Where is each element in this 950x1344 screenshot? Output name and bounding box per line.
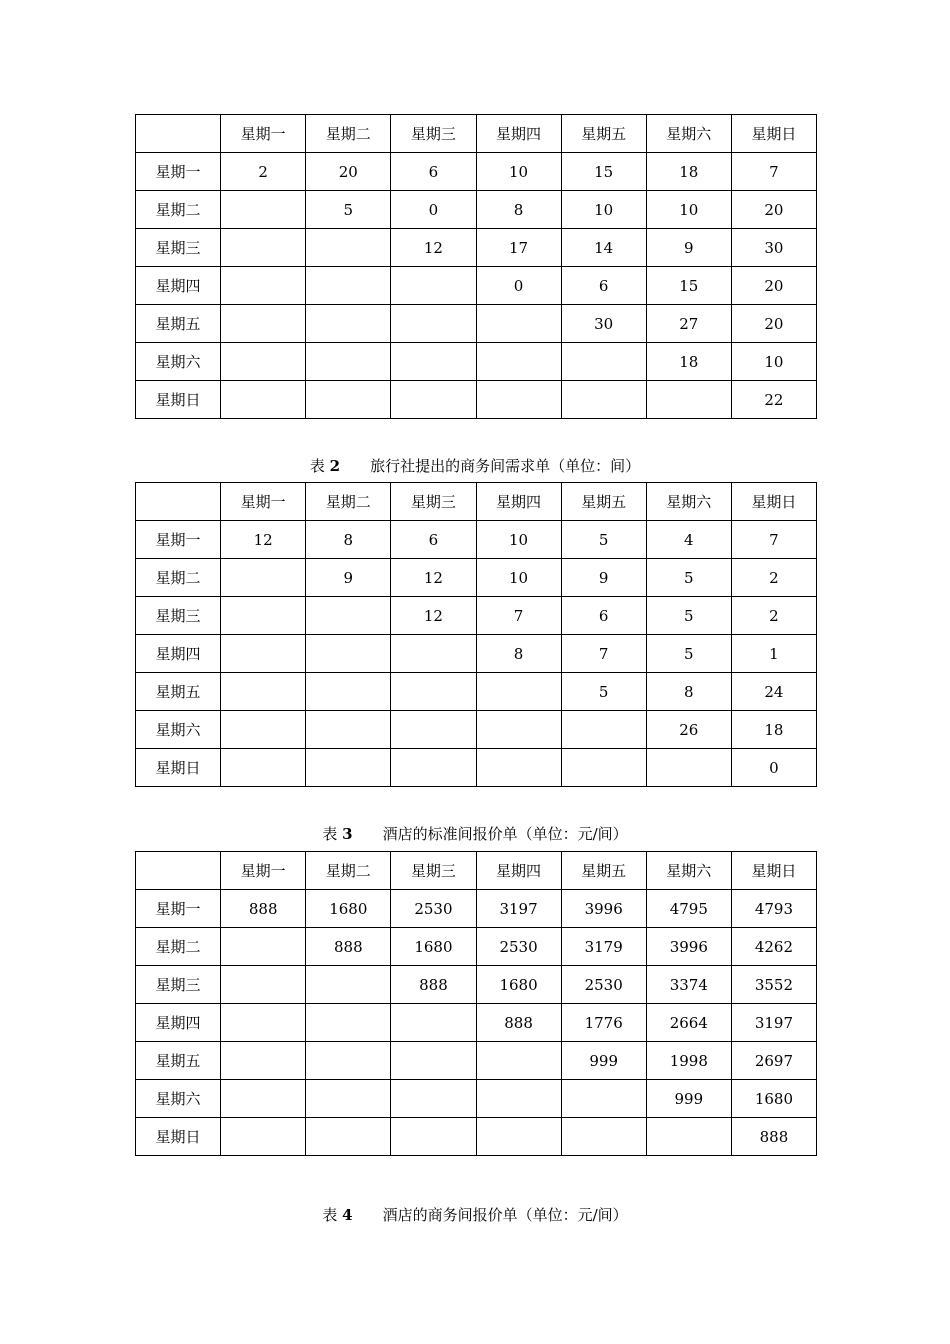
- table-cell: 12: [391, 559, 476, 597]
- column-header: 星期三: [391, 115, 476, 153]
- table-cell: [306, 1004, 391, 1042]
- table-cell: [221, 597, 306, 635]
- caption-number: 4: [342, 1206, 353, 1224]
- table-cell: 18: [646, 343, 731, 381]
- table-cell: [646, 749, 731, 787]
- table-cell: [306, 1080, 391, 1118]
- table-row: [136, 749, 817, 787]
- table-cell: [561, 711, 646, 749]
- table-row: [136, 1080, 817, 1118]
- table-cell: [561, 1080, 646, 1118]
- table-cell: 4: [646, 521, 731, 559]
- table-cell: 0: [476, 267, 561, 305]
- column-header: 星期日: [731, 115, 816, 153]
- table-row: [136, 1004, 817, 1042]
- row-header: 星期三: [136, 229, 221, 267]
- table-cell: [221, 749, 306, 787]
- table-cell: [221, 381, 306, 419]
- row-header: 星期三: [136, 597, 221, 635]
- table-cell: 7: [476, 597, 561, 635]
- table-cell: [306, 267, 391, 305]
- row-header: 星期日: [136, 749, 221, 787]
- table-cell: 3374: [646, 966, 731, 1004]
- table-cell: 3197: [476, 890, 561, 928]
- table-row: [136, 267, 817, 305]
- table-cell: 1998: [646, 1042, 731, 1080]
- table-cell: [306, 343, 391, 381]
- table-row: [136, 890, 817, 928]
- table-cell: [476, 305, 561, 343]
- table-cell: 4262: [731, 928, 816, 966]
- caption-prefix: 表: [309, 457, 325, 475]
- table-cell: 1: [731, 635, 816, 673]
- table-cell: 3197: [731, 1004, 816, 1042]
- table-cell: 15: [561, 153, 646, 191]
- table-cell: [391, 1042, 476, 1080]
- column-header: 星期五: [561, 483, 646, 521]
- table-cell: 8: [646, 673, 731, 711]
- table-2-caption: [0, 455, 950, 476]
- table-cell: [391, 673, 476, 711]
- column-header: 星期二: [306, 483, 391, 521]
- table-row: [136, 966, 817, 1004]
- column-header: 星期三: [391, 483, 476, 521]
- table-cell: 10: [476, 559, 561, 597]
- table-cell: 9: [306, 559, 391, 597]
- table-cell: [391, 305, 476, 343]
- table-cell: [221, 1118, 306, 1156]
- table-cell: 15: [646, 267, 731, 305]
- table-cell: [391, 267, 476, 305]
- table-cell: [221, 229, 306, 267]
- table-cell: [561, 381, 646, 419]
- table-cell: [646, 1118, 731, 1156]
- table-cell: [221, 966, 306, 1004]
- table-cell: 888: [391, 966, 476, 1004]
- column-header: 星期二: [306, 115, 391, 153]
- table-cell: 888: [306, 928, 391, 966]
- table-cell: 7: [731, 153, 816, 191]
- table-2: [135, 482, 817, 787]
- caption-text: 酒店的商务间报价单（单位：元/间）: [382, 1206, 628, 1224]
- table-cell: 5: [646, 559, 731, 597]
- column-header: 星期日: [731, 852, 816, 890]
- column-header: 星期一: [221, 483, 306, 521]
- table-cell: 3996: [561, 890, 646, 928]
- table-cell: 8: [476, 635, 561, 673]
- table-row: [136, 597, 817, 635]
- table-cell: [221, 1080, 306, 1118]
- table-cell: 3179: [561, 928, 646, 966]
- table-cell: 6: [561, 597, 646, 635]
- table-cell: [306, 966, 391, 1004]
- table-cell: 3552: [731, 966, 816, 1004]
- table-cell: 12: [391, 597, 476, 635]
- row-header: 星期四: [136, 635, 221, 673]
- table-cell: [221, 1004, 306, 1042]
- table-cell: 7: [561, 635, 646, 673]
- table-cell: [221, 1042, 306, 1080]
- column-header: 星期一: [221, 852, 306, 890]
- row-header: 星期一: [136, 890, 221, 928]
- table-cell: [476, 1118, 561, 1156]
- table-cell: [221, 559, 306, 597]
- table-cell: [306, 229, 391, 267]
- table-cell: 9: [561, 559, 646, 597]
- table-cell: [476, 711, 561, 749]
- table-cell: 2: [731, 597, 816, 635]
- row-header: 星期六: [136, 711, 221, 749]
- table-cell: 2697: [731, 1042, 816, 1080]
- table-3-caption: [0, 823, 950, 844]
- table-cell: 999: [646, 1080, 731, 1118]
- table-cell: [306, 597, 391, 635]
- row-header: 星期四: [136, 1004, 221, 1042]
- row-header: 星期二: [136, 928, 221, 966]
- column-header: 星期六: [646, 852, 731, 890]
- table-cell: [476, 343, 561, 381]
- table-row: [136, 343, 817, 381]
- table-cell: 30: [731, 229, 816, 267]
- table-row: [136, 305, 817, 343]
- table-cell: [391, 711, 476, 749]
- corner-cell: [136, 852, 221, 890]
- table-row: [136, 191, 817, 229]
- table-cell: [306, 305, 391, 343]
- row-header: 星期一: [136, 521, 221, 559]
- table-cell: 2: [731, 559, 816, 597]
- table-cell: [476, 381, 561, 419]
- table-cell: 20: [306, 153, 391, 191]
- caption-number: 2: [329, 457, 341, 475]
- row-header: 星期一: [136, 153, 221, 191]
- table-4-caption: [0, 1204, 950, 1225]
- table-cell: 7: [731, 521, 816, 559]
- table-cell: 6: [561, 267, 646, 305]
- table-cell: 24: [731, 673, 816, 711]
- table-cell: [306, 1042, 391, 1080]
- column-header: 星期六: [646, 483, 731, 521]
- table-1: [135, 114, 817, 419]
- table-cell: [476, 1042, 561, 1080]
- column-header: 星期三: [391, 852, 476, 890]
- table-cell: 18: [731, 711, 816, 749]
- table-cell: 888: [476, 1004, 561, 1042]
- table-cell: 26: [646, 711, 731, 749]
- table-cell: [221, 305, 306, 343]
- table-cell: [306, 1118, 391, 1156]
- header-row: [136, 852, 817, 890]
- header-row: [136, 115, 817, 153]
- table-cell: 2530: [476, 928, 561, 966]
- table-cell: 1680: [306, 890, 391, 928]
- table-cell: 1680: [731, 1080, 816, 1118]
- row-header: 星期五: [136, 305, 221, 343]
- table-row: [136, 229, 817, 267]
- table-cell: [561, 1118, 646, 1156]
- caption-prefix: 表: [322, 1206, 338, 1224]
- table-cell: [221, 711, 306, 749]
- table-cell: [221, 191, 306, 229]
- table-cell: 8: [476, 191, 561, 229]
- table-cell: [391, 343, 476, 381]
- column-header: 星期四: [476, 115, 561, 153]
- row-header: 星期六: [136, 343, 221, 381]
- row-header: 星期五: [136, 1042, 221, 1080]
- table-cell: [391, 635, 476, 673]
- table-cell: [221, 673, 306, 711]
- table-cell: 20: [731, 267, 816, 305]
- table-cell: 10: [646, 191, 731, 229]
- table-cell: [221, 267, 306, 305]
- table-cell: 6: [391, 153, 476, 191]
- caption-number: 3: [342, 825, 353, 843]
- table-cell: [306, 749, 391, 787]
- table-cell: 5: [306, 191, 391, 229]
- table-cell: 888: [731, 1118, 816, 1156]
- table-cell: [306, 673, 391, 711]
- row-header: 星期日: [136, 381, 221, 419]
- table-cell: [391, 381, 476, 419]
- table-cell: [391, 1004, 476, 1042]
- table-row: [136, 1118, 817, 1156]
- table-cell: 22: [731, 381, 816, 419]
- table-cell: 2: [221, 153, 306, 191]
- table-cell: 6: [391, 521, 476, 559]
- table-row: [136, 635, 817, 673]
- table-cell: 10: [731, 343, 816, 381]
- row-header: 星期日: [136, 1118, 221, 1156]
- table-cell: [646, 381, 731, 419]
- table-cell: 999: [561, 1042, 646, 1080]
- table-cell: [476, 749, 561, 787]
- table-row: [136, 928, 817, 966]
- table-cell: 10: [476, 521, 561, 559]
- row-header: 星期二: [136, 559, 221, 597]
- table-row: [136, 673, 817, 711]
- table-cell: 5: [646, 635, 731, 673]
- table-cell: 12: [221, 521, 306, 559]
- table-cell: 17: [476, 229, 561, 267]
- table-cell: [221, 928, 306, 966]
- table-cell: [306, 711, 391, 749]
- table-cell: 30: [561, 305, 646, 343]
- table-cell: [221, 635, 306, 673]
- table-row: [136, 559, 817, 597]
- corner-cell: [136, 115, 221, 153]
- row-header: 星期六: [136, 1080, 221, 1118]
- table-cell: 2530: [391, 890, 476, 928]
- row-header: 星期三: [136, 966, 221, 1004]
- table-cell: 27: [646, 305, 731, 343]
- table-cell: [306, 635, 391, 673]
- table-cell: [221, 343, 306, 381]
- table-cell: 10: [561, 191, 646, 229]
- column-header: 星期四: [476, 852, 561, 890]
- row-header: 星期二: [136, 191, 221, 229]
- table-cell: 2664: [646, 1004, 731, 1042]
- table-cell: 5: [561, 673, 646, 711]
- table-cell: 888: [221, 890, 306, 928]
- table-cell: 20: [731, 305, 816, 343]
- table-cell: 9: [646, 229, 731, 267]
- table-row: [136, 521, 817, 559]
- caption-text: 酒店的标准间报价单（单位：元/间）: [382, 825, 628, 843]
- table-cell: 3996: [646, 928, 731, 966]
- column-header: 星期五: [561, 115, 646, 153]
- table-cell: 1680: [391, 928, 476, 966]
- row-header: 星期五: [136, 673, 221, 711]
- table-cell: [476, 1080, 561, 1118]
- table-cell: 0: [731, 749, 816, 787]
- table-cell: [306, 381, 391, 419]
- table-cell: [561, 749, 646, 787]
- table-cell: 10: [476, 153, 561, 191]
- caption-text: 旅行社提出的商务间需求单（单位：间）: [370, 457, 641, 475]
- table-cell: [476, 673, 561, 711]
- table-row: [136, 381, 817, 419]
- table-cell: 5: [646, 597, 731, 635]
- table-cell: 18: [646, 153, 731, 191]
- table-3: [135, 851, 817, 1156]
- table-cell: 1776: [561, 1004, 646, 1042]
- column-header: 星期日: [731, 483, 816, 521]
- column-header: 星期六: [646, 115, 731, 153]
- column-header: 星期五: [561, 852, 646, 890]
- table-cell: 20: [731, 191, 816, 229]
- table-cell: 12: [391, 229, 476, 267]
- table-cell: 8: [306, 521, 391, 559]
- table-cell: [561, 343, 646, 381]
- table-cell: [391, 749, 476, 787]
- column-header: 星期二: [306, 852, 391, 890]
- column-header: 星期四: [476, 483, 561, 521]
- table-cell: 14: [561, 229, 646, 267]
- column-header: 星期一: [221, 115, 306, 153]
- table-cell: [391, 1080, 476, 1118]
- table-cell: 4793: [731, 890, 816, 928]
- table-row: [136, 711, 817, 749]
- corner-cell: [136, 483, 221, 521]
- table-cell: 4795: [646, 890, 731, 928]
- header-row: [136, 483, 817, 521]
- table-cell: 2530: [561, 966, 646, 1004]
- caption-prefix: 表: [322, 825, 338, 843]
- table-cell: 0: [391, 191, 476, 229]
- row-header: 星期四: [136, 267, 221, 305]
- table-cell: [391, 1118, 476, 1156]
- table-cell: 1680: [476, 966, 561, 1004]
- table-cell: 5: [561, 521, 646, 559]
- table-row: [136, 1042, 817, 1080]
- table-row: [136, 153, 817, 191]
